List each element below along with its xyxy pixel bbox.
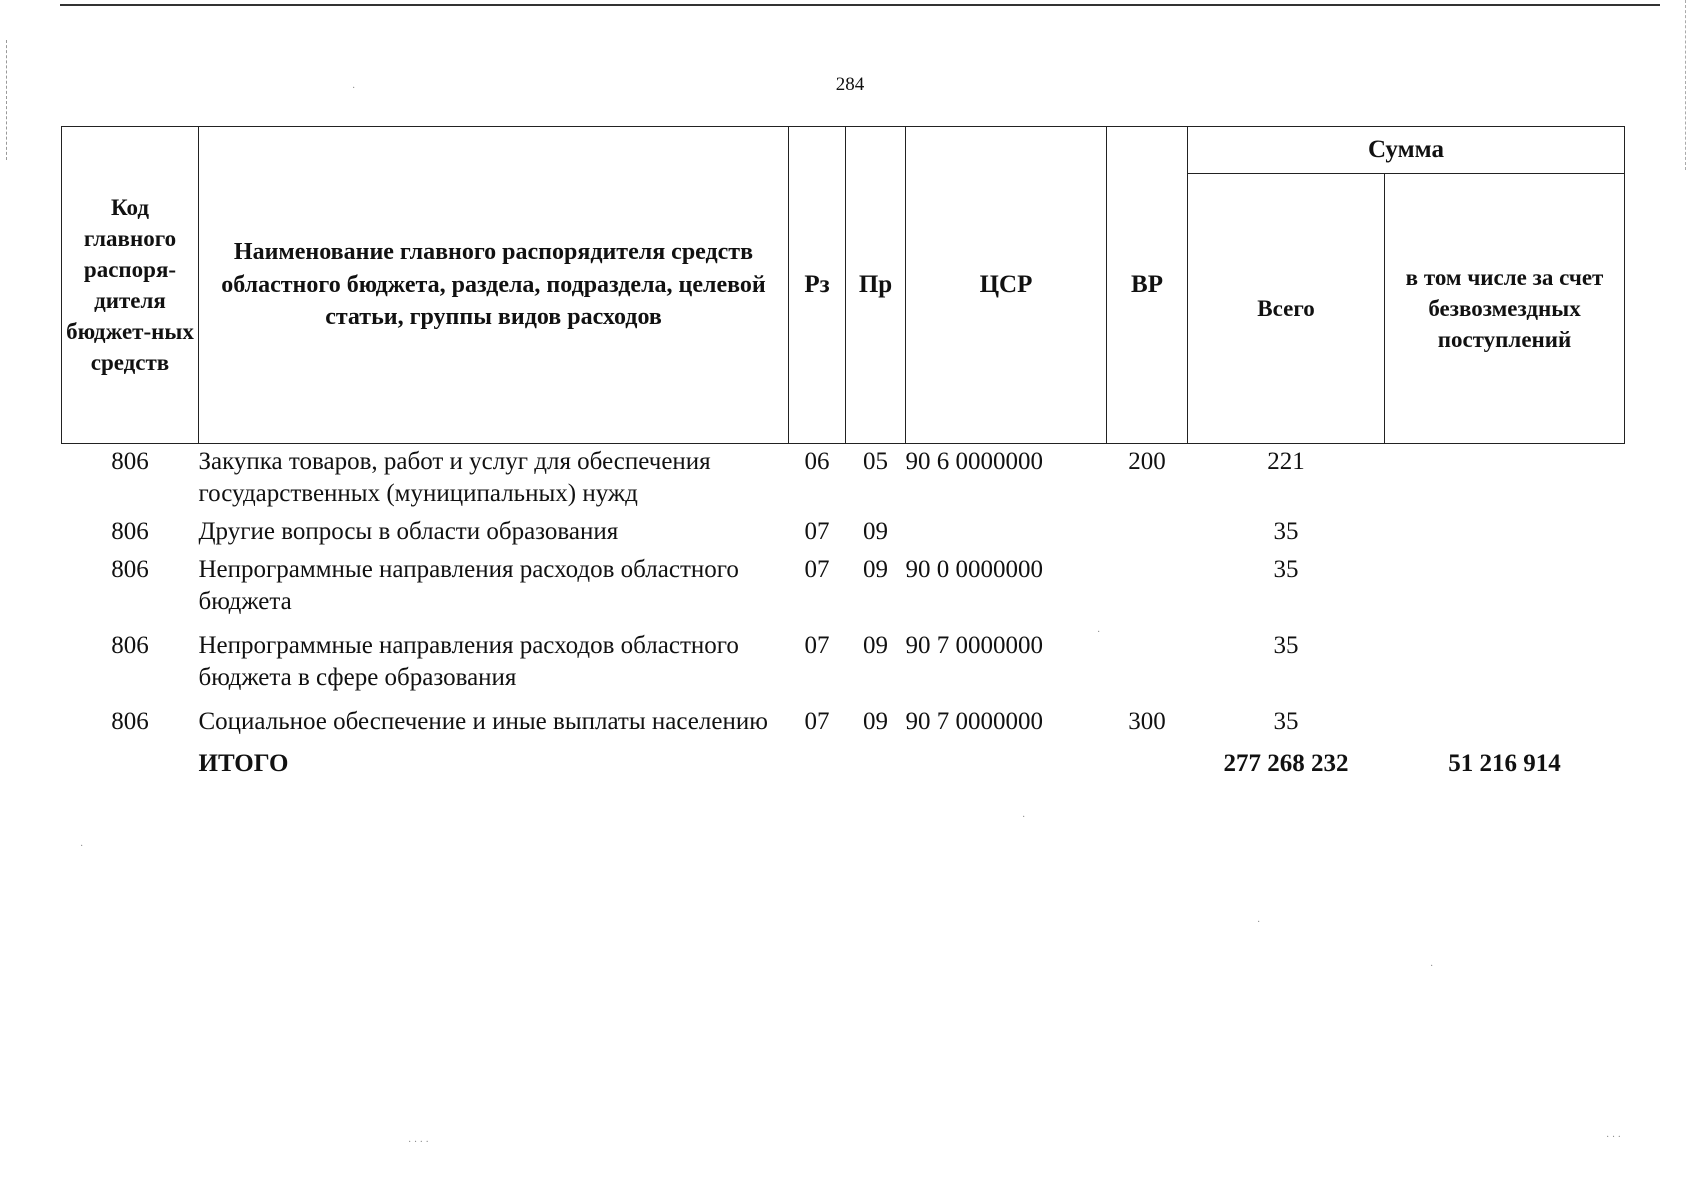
- cell-free: [1385, 704, 1625, 742]
- grand-total-label: ИТОГО: [198, 750, 289, 777]
- cell-vr: [1107, 552, 1188, 628]
- cell-pr: 09: [863, 518, 888, 545]
- cell-free: [1385, 552, 1625, 628]
- scan-speck: ·: [1022, 812, 1026, 823]
- header-sum: Сумма: [1188, 127, 1625, 174]
- cell-code: 806: [111, 632, 149, 659]
- cell-name: Непрограммные направления расходов областного бюджета в сфере образования: [198, 632, 739, 691]
- cell-csr: 90 0 0000000: [905, 556, 1043, 583]
- table-header: [62, 127, 1625, 444]
- cell-code: 806: [111, 556, 149, 583]
- cell-empty: [906, 742, 1107, 780]
- cell-csr: 90 7 0000000: [905, 632, 1043, 659]
- cell-pr: 09: [863, 708, 888, 735]
- cell-name: Социальное обеспечение и иные выплаты населению: [198, 708, 768, 735]
- cell-csr: 90 6 0000000: [905, 448, 1043, 475]
- cell-rz: 07: [804, 556, 830, 583]
- table-body: [62, 444, 1625, 781]
- header-free: в том числе за счет безвозмездных поступлений: [1385, 174, 1625, 444]
- cell-rz: 07: [804, 518, 830, 545]
- cell-free: [1385, 628, 1625, 704]
- header-vr: ВР: [1107, 127, 1188, 444]
- scan-speck: · · ·: [1606, 1132, 1621, 1143]
- cell-pr: 09: [863, 556, 888, 583]
- cell-pr: 05: [863, 448, 888, 475]
- budget-table: [61, 126, 1625, 780]
- header-csr: ЦСР: [906, 127, 1107, 444]
- header-code: Код главного распоря-дителя бюджет-ных средств: [62, 127, 199, 444]
- cell-vr: [1107, 628, 1188, 704]
- cell-code: 806: [111, 518, 149, 545]
- grand-total-free-value: 51 216 914: [1448, 750, 1561, 777]
- header-total: Всего: [1188, 174, 1385, 444]
- cell-vr: 200: [1128, 448, 1166, 475]
- cell-total: 35: [1273, 632, 1299, 659]
- cell-rz: 07: [804, 632, 830, 659]
- grand-total-row: [62, 742, 1625, 780]
- cell-name: Закупка товаров, работ и услуг для обеспечения государственных (муниципальных) нужд: [198, 448, 711, 507]
- scan-speck: ·: [352, 83, 356, 94]
- cell-total: 35: [1273, 556, 1299, 583]
- cell-pr: 09: [863, 632, 888, 659]
- header-rz: Рз: [789, 127, 846, 444]
- cell-empty: [846, 742, 906, 780]
- cell-csr: 90 7 0000000: [905, 708, 1043, 735]
- scan-speck: ·: [1430, 961, 1434, 972]
- header-name: Наименование главного распорядителя средств областного бюджета, раздела, подраздела, целевой статьи, группы видов расходов: [199, 127, 789, 444]
- cell-rz: 06: [804, 448, 830, 475]
- table-row: [62, 704, 1625, 742]
- cell-total: 35: [1273, 518, 1299, 545]
- cell-empty: [789, 742, 846, 780]
- scan-speck: ·: [1257, 917, 1261, 928]
- table-row: [62, 444, 1625, 515]
- table-row: [62, 552, 1625, 628]
- cell-empty: [62, 742, 199, 780]
- cell-csr: [906, 514, 1107, 552]
- header-row-top: [62, 127, 1625, 174]
- cell-free: [1385, 514, 1625, 552]
- cell-vr: 300: [1128, 708, 1166, 735]
- cell-code: 806: [111, 708, 149, 735]
- table-row: [62, 628, 1625, 704]
- cell-empty: [1107, 742, 1188, 780]
- scan-speck: ·: [1097, 627, 1101, 638]
- grand-total-value: 277 268 232: [1223, 750, 1349, 777]
- cell-name: Другие вопросы в области образования: [198, 518, 619, 545]
- page-number: 284: [835, 74, 865, 95]
- top-border-line: [60, 4, 1660, 6]
- cell-free: [1385, 444, 1625, 515]
- table-row: [62, 514, 1625, 552]
- scan-speck: · · · ·: [408, 1137, 429, 1148]
- cell-code: 806: [111, 448, 149, 475]
- scan-speck: ·: [80, 841, 84, 852]
- cell-vr: [1107, 514, 1188, 552]
- header-pr: Пр: [846, 127, 906, 444]
- cell-name: Непрограммные направления расходов областного бюджета: [198, 556, 739, 615]
- cell-rz: 07: [804, 708, 830, 735]
- cell-total: 35: [1273, 708, 1299, 735]
- left-scan-edge: [6, 40, 7, 160]
- cell-total: 221: [1267, 448, 1305, 475]
